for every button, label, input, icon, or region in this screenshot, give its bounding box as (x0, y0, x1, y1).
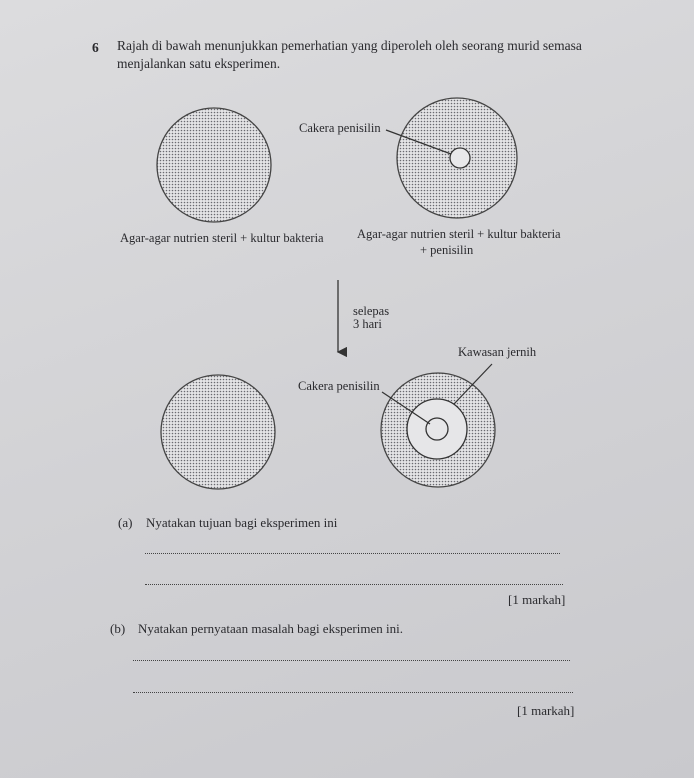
petri-dish-control-after (161, 375, 275, 489)
part-a-answer-line-2[interactable] (145, 584, 563, 585)
part-a-marks: [1 markah] (508, 592, 566, 607)
part-b-marks: [1 markah] (517, 703, 575, 718)
petri-dish-control-before (157, 108, 271, 222)
caption-right-line2: + penisilin (420, 243, 474, 257)
penicillin-disk-after (426, 418, 448, 440)
part-a-label: (a) (118, 515, 133, 530)
label-disk-top: Cakera penisilin (299, 121, 381, 135)
arrow-label-line1: selepas (353, 304, 390, 318)
part-a-answer-line-1[interactable] (145, 553, 560, 554)
part-b-answer-line-1[interactable] (133, 660, 570, 661)
question-intro-line2: menjalankan satu eksperimen. (117, 56, 281, 71)
part-b-label: (b) (110, 621, 126, 636)
label-clear-zone: Kawasan jernih (458, 345, 537, 359)
caption-left: Agar-agar nutrien steril + kultur bakteria (120, 231, 324, 245)
caption-right-line1: Agar-agar nutrien steril + kultur bakteria (357, 227, 561, 241)
label-disk-bottom: Cakera penisilin (298, 379, 380, 393)
part-b-answer-line-2[interactable] (133, 692, 573, 693)
part-a-question: Nyatakan tujuan bagi eksperimen ini (146, 515, 338, 530)
penicillin-disk-before (450, 148, 470, 168)
question-intro-line1: Rajah di bawah menunjukkan pemerhatian yang diperoleh oleh seorang murid semasa (117, 38, 582, 53)
part-b-question: Nyatakan pernyataan masalah bagi eksperimen ini. (138, 621, 403, 636)
arrow-label-line2: 3 hari (353, 317, 382, 331)
question-number: 6 (92, 40, 99, 55)
